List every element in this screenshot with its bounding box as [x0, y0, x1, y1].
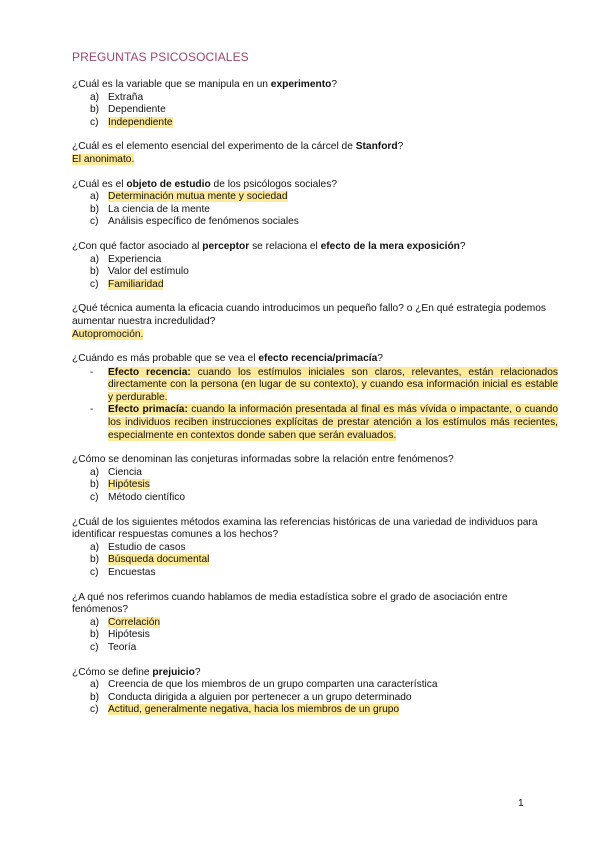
- question-5: [72, 303, 558, 341]
- option-list: [72, 467, 558, 505]
- option-list: [72, 617, 558, 655]
- option-c: c) Teoría: [90, 641, 137, 653]
- question-7: [72, 454, 558, 504]
- question-keyword: efecto recencia/primacía: [258, 353, 378, 365]
- option-b: b) Valor del estímulo: [90, 266, 189, 278]
- answer-text: [72, 154, 558, 167]
- question-text: ¿Cómo se denominan las conjeturas informadas sobre la relación entre fenómenos?: [72, 454, 454, 466]
- question-keyword: experimento: [270, 79, 332, 90]
- answer-highlight: c) Familiaridad: [90, 278, 164, 290]
- option-list: [72, 679, 558, 717]
- option-b-correct: [72, 479, 558, 492]
- answer-highlight: Autopromoción.: [72, 328, 144, 340]
- answer-highlight: El anonimato.: [72, 153, 135, 165]
- option-a-correct: [72, 617, 558, 630]
- option-b: b) Hipótesis: [90, 629, 150, 641]
- option-a: a) Extraña: [90, 91, 144, 103]
- option-c: c) Encuestas: [90, 567, 156, 578]
- question-text-part: ¿Cuál es la variable que se manipula en un: [72, 79, 271, 90]
- option-c: c) Método científico: [90, 492, 186, 504]
- document-page: [72, 50, 558, 729]
- answer-highlight: c) Actitud, generalmente negativa, hacia los miembros de un grupo: [90, 704, 400, 716]
- question-text-part: ?: [331, 79, 338, 90]
- answer-text: [72, 329, 558, 342]
- option-a-correct: [72, 191, 558, 204]
- question-keyword: perceptor: [202, 240, 250, 252]
- option-list: [72, 542, 558, 580]
- question-4: [72, 241, 558, 291]
- answer-highlight: Efecto recencia: cuando los estímulos iniciales son claros, relevantes, están relacionados directamente con la persona (en lugar de su contexto), y cuando esa información inicial es estable y perdurable.: [108, 366, 558, 403]
- question-2: [72, 141, 558, 166]
- answer-highlight: a) Correlación: [90, 616, 161, 628]
- question-9: [72, 592, 558, 655]
- option-c-correct: [72, 117, 558, 130]
- option-b: b) La ciencia de la mente: [90, 203, 210, 215]
- option-list: [72, 92, 558, 130]
- option-c: c) Análisis específico de fenómenos sociales: [90, 216, 299, 228]
- page-title: PREGUNTAS PSICOSOCIALES: [72, 50, 249, 64]
- option-b-correct: [72, 554, 558, 567]
- option-a: a) Experiencia: [90, 253, 162, 265]
- question-keyword: efecto de la mera exposición: [320, 240, 460, 252]
- question-text: ¿A qué nos referimos cuando hablamos de media estadística sobre el grado de asociación entre fenómenos?: [72, 591, 508, 616]
- question-1: [72, 79, 558, 129]
- answer-highlight: b) Búsqueda documental: [90, 554, 210, 566]
- option-list: [72, 191, 558, 229]
- question-6: [72, 353, 558, 442]
- answer-highlight: c) Independiente: [90, 116, 173, 128]
- page-number: 1: [518, 798, 524, 809]
- question-text: ¿Cómo se define prejuicio?: [72, 666, 201, 678]
- question-text: [72, 79, 558, 92]
- option-list: [72, 254, 558, 292]
- option-c-correct: [72, 704, 558, 717]
- question-text: ¿Cuál es el objeto de estudio de los psicólogos sociales?: [72, 178, 337, 190]
- explanation-item-recencia: - Efecto recencia: cuando los estímulos iniciales son claros, relevantes, están relacionados directamente con la persona (en lugar de su contexto), y cuando esa información inicial es estable y perdurable.: [90, 366, 558, 403]
- option-a: a) Estudio de casos: [90, 541, 186, 553]
- question-keyword: prejuicio: [152, 666, 195, 678]
- question-text: ¿Cuál es el elemento esencial del experimento de la cárcel de Stanford?: [72, 141, 404, 153]
- question-10: [72, 667, 558, 717]
- question-text: ¿Con qué factor asociado al perceptor se relaciona el efecto de la mera exposición?: [72, 240, 466, 252]
- explanation-list: [72, 366, 558, 443]
- question-keyword: Stanford: [355, 141, 398, 153]
- question-keyword: objeto de estudio: [126, 178, 211, 190]
- option-b: b) Conducta dirigida a alguien por pertenecer a un grupo determinado: [90, 691, 412, 703]
- question-text: ¿Cuál de los siguientes métodos examina las referencias históricas de una variedad de individuos para identificar respuestas comunes a los hechos?: [72, 516, 538, 541]
- answer-highlight: Efecto primacía: cuando la información presentada al final es más vívida o impactante, o cuando los individuos reciben instrucciones explícitas de prestar atención a los estímulos más recientes, especialmente en contextos donde saben que serán evaluados.: [108, 404, 559, 441]
- option-a: a) Ciencia: [90, 466, 142, 478]
- answer-highlight: b) Hipótesis: [90, 479, 150, 491]
- question-text: ¿Qué técnica aumenta la eficacia cuando introducimos un pequeño fallo? o ¿En qué estrategia podemos aumentar nuestra incredulidad?: [72, 303, 547, 327]
- option-a: a) Creencia de que los miembros de un grupo comparten una característica: [90, 679, 438, 691]
- question-3: [72, 179, 558, 229]
- question-8: [72, 517, 558, 580]
- explanation-item-primacia: - Efecto primacía: cuando la información presentada al final es más vívida o impactante, o cuando los individuos reciben instrucciones explícitas de prestar atención a los estímulos más recientes, especialmente en contextos donde saben que serán evaluados.: [90, 404, 559, 441]
- option-b: b) Dependiente: [90, 104, 166, 116]
- option-c-correct: [72, 279, 558, 292]
- question-text: ¿Cuándo es más probable que se vea el efecto recencia/primacía?: [72, 353, 383, 365]
- answer-highlight: a) Determinación mutua mente y sociedad: [90, 191, 288, 203]
